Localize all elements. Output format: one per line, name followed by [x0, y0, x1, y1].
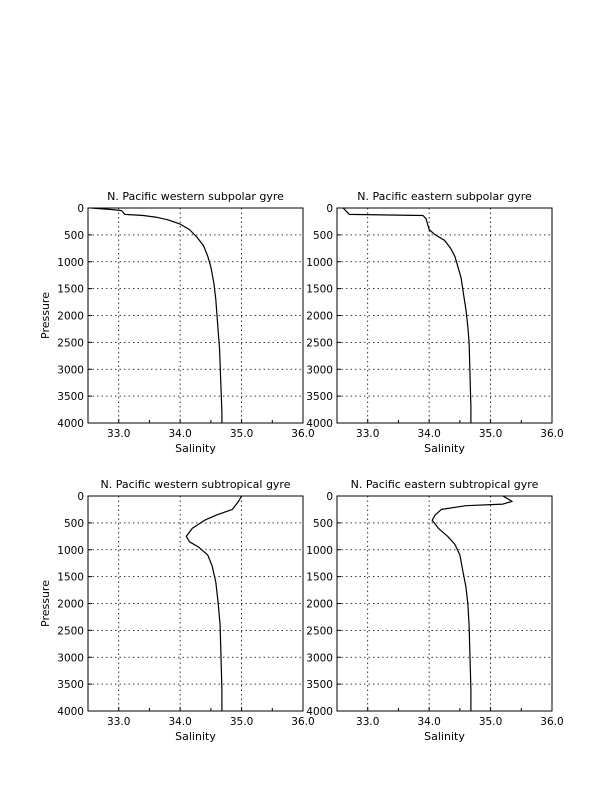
- y-tick-label: 2000: [57, 310, 84, 323]
- y-tick-label: 2000: [57, 598, 84, 611]
- y-tick-label: 1000: [306, 544, 333, 557]
- panel-title: N. Pacific eastern subtropical gyre: [350, 478, 539, 491]
- x-axis-label: Salinity: [175, 730, 216, 743]
- x-tick-label: 34.0: [417, 716, 441, 728]
- y-tick-label: 1000: [57, 544, 84, 557]
- salinity-panel-2: [306, 190, 563, 455]
- x-tick-label: 33.0: [107, 428, 131, 440]
- y-tick-label: 500: [312, 517, 333, 530]
- y-tick-label: 4000: [306, 706, 333, 718]
- y-tick-label: 2500: [306, 625, 333, 638]
- y-tick-label: 3500: [57, 679, 84, 692]
- y-tick-label: 1000: [306, 256, 333, 269]
- y-tick-label: 1500: [57, 571, 84, 584]
- y-tick-label: 3000: [57, 652, 84, 665]
- x-tick-label: 33.0: [356, 716, 380, 728]
- y-tick-label: 1500: [57, 283, 84, 296]
- x-tick-label: 34.0: [417, 428, 441, 440]
- x-tick-label: 34.0: [168, 716, 192, 728]
- y-tick-label: 3000: [306, 652, 333, 665]
- panel-title: N. Pacific eastern subpolar gyre: [357, 190, 532, 203]
- y-tick-label: 0: [77, 203, 84, 215]
- y-tick-label: 3500: [57, 391, 84, 404]
- y-tick-label: 1500: [306, 571, 333, 584]
- y-tick-label: 3500: [306, 679, 333, 692]
- panel-title: N. Pacific western subpolar gyre: [107, 190, 284, 203]
- y-tick-label: 4000: [57, 418, 84, 430]
- y-axis-label: Pressure: [39, 580, 52, 627]
- salinity-panel-4: [306, 478, 563, 743]
- salinity-panel-3: [39, 478, 315, 743]
- y-axis-label: Pressure: [39, 292, 52, 339]
- x-tick-label: 36.0: [291, 716, 315, 728]
- y-tick-label: 3000: [306, 364, 333, 377]
- y-tick-label: 2500: [57, 337, 84, 350]
- salinity-panel-1: [39, 190, 315, 455]
- x-axis-label: Salinity: [424, 730, 465, 743]
- y-tick-label: 2500: [306, 337, 333, 350]
- x-tick-label: 36.0: [540, 428, 564, 440]
- x-tick-label: 36.0: [291, 428, 315, 440]
- y-tick-label: 2500: [57, 625, 84, 638]
- x-tick-label: 35.0: [478, 716, 503, 728]
- x-tick-label: 36.0: [540, 716, 564, 728]
- y-tick-label: 2000: [306, 598, 333, 611]
- x-tick-label: 34.0: [168, 428, 192, 440]
- y-tick-label: 4000: [306, 418, 333, 430]
- y-tick-label: 3500: [306, 391, 333, 404]
- y-tick-label: 3000: [57, 364, 84, 377]
- x-tick-label: 33.0: [107, 716, 131, 728]
- y-tick-label: 500: [312, 229, 333, 242]
- y-tick-label: 0: [326, 491, 333, 503]
- y-tick-label: 0: [77, 491, 84, 503]
- y-tick-label: 500: [63, 517, 84, 530]
- x-axis-label: Salinity: [175, 442, 216, 455]
- y-tick-label: 2000: [306, 310, 333, 323]
- y-tick-label: 500: [63, 229, 84, 242]
- x-tick-label: 35.0: [478, 428, 503, 440]
- salinity-profile-line: [343, 208, 471, 423]
- y-tick-label: 0: [326, 203, 333, 215]
- x-axis-label: Salinity: [424, 442, 465, 455]
- y-tick-label: 1500: [306, 283, 333, 296]
- y-tick-label: 4000: [57, 706, 84, 718]
- x-tick-label: 33.0: [356, 428, 380, 440]
- y-tick-label: 1000: [57, 256, 84, 269]
- x-tick-label: 35.0: [229, 428, 254, 440]
- x-tick-label: 35.0: [229, 716, 254, 728]
- panel-title: N. Pacific western subtropical gyre: [100, 478, 291, 491]
